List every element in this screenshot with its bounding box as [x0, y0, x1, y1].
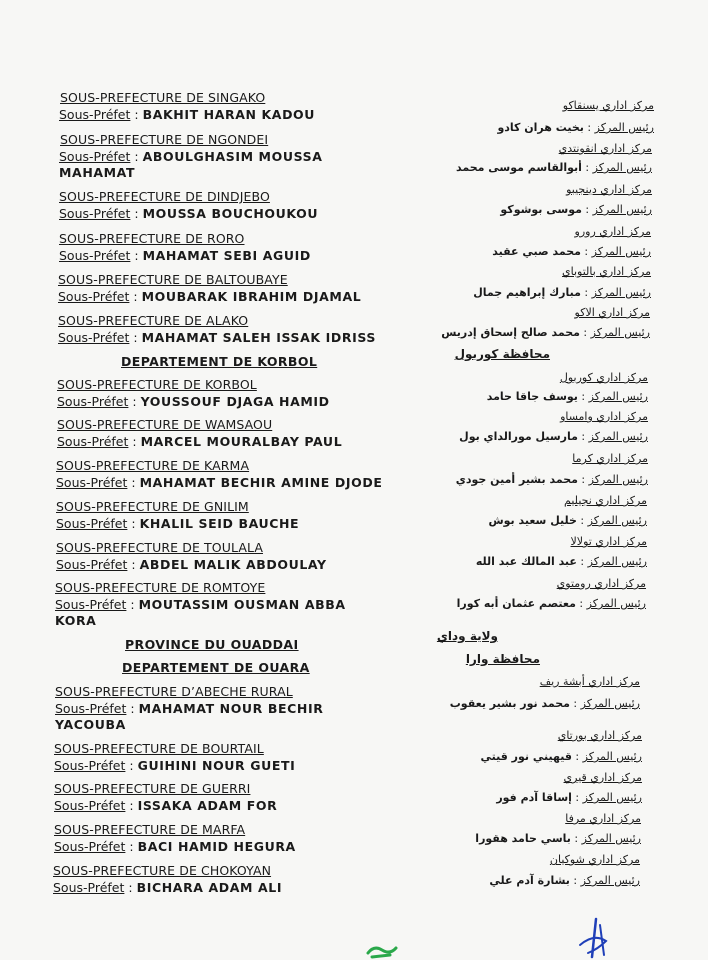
separator: :: [577, 390, 589, 403]
entry-line: [54, 839, 296, 854]
entry-label: Sous-Préfet: [54, 839, 126, 854]
entry-title: مركز اداري وامساو: [560, 410, 648, 423]
entry-name: قيهيني نور قيتي: [480, 750, 572, 763]
entry-name: MOUSSA BOUCHOUKOU: [142, 206, 319, 221]
entry-title: SOUS-PREFECTURE DE KORBOL: [57, 377, 257, 392]
entry-name: باسي حامد هقورا: [475, 832, 571, 845]
entry-label: رئيس المركز: [588, 390, 648, 403]
entry-title: SOUS-PREFECTURE DE RORO: [59, 231, 245, 246]
entry-label: رئيس المركز: [587, 514, 647, 527]
entry-name: BICHARA ADAM ALI: [136, 880, 283, 895]
entry-label: رئيس المركز: [592, 161, 652, 174]
entry-label: Sous-Préfet: [59, 248, 131, 263]
entry-name: محمد بشير أمين جودي: [455, 473, 578, 486]
entry-name: BACI HAMID HEGURA: [137, 839, 296, 854]
entry-label: Sous-Préfet: [57, 434, 129, 449]
entry-label: رئيس المركز: [591, 286, 651, 299]
entry-line: [450, 697, 640, 711]
entry-name: MAHAMAT NOUR BECHIR: [138, 701, 324, 716]
entry-line: [492, 245, 651, 259]
separator: :: [125, 758, 138, 773]
entry-label: رئيس المركز: [580, 697, 640, 710]
entry-name: MAHAMAT SEBI AGUID: [142, 248, 311, 263]
entry-name-cont: KORA: [55, 613, 97, 628]
entry-label: رئيس المركز: [590, 326, 650, 339]
entry-label: رئيس المركز: [582, 750, 642, 763]
entry-title: SOUS-PREFECTURE DE ALAKO: [58, 313, 249, 328]
entry-line: [496, 791, 642, 805]
separator: :: [127, 557, 140, 572]
entry-name: مارسيل مورالداي بول: [459, 430, 578, 443]
separator: :: [126, 701, 139, 716]
separator: :: [129, 330, 142, 345]
entry-label: Sous-Préfet: [56, 516, 128, 531]
entry-name: خليل سعيد بوش: [488, 514, 577, 527]
entry-line: [54, 758, 295, 773]
entry-line: [56, 475, 382, 490]
entry-line: [456, 473, 648, 487]
entry-label: Sous-Préfet: [57, 394, 129, 409]
entry-line: [441, 326, 650, 340]
separator: :: [129, 289, 142, 304]
entry-line: [59, 206, 318, 221]
entry-title: مركز اداري كوربول: [559, 371, 648, 384]
entry-label: Sous-Préfet: [54, 798, 126, 813]
entry-label: رئيس المركز: [582, 791, 642, 804]
separator: :: [130, 107, 143, 122]
separator: :: [127, 475, 140, 490]
department-heading: DEPARTEMENT DE OUARA: [122, 660, 310, 675]
separator: :: [580, 286, 592, 299]
separator: :: [577, 473, 589, 486]
signature-mark-icon: [570, 915, 620, 960]
entry-name: محمد صالح إسحاق إدريس: [441, 326, 580, 339]
entry-title: SOUS-PREFECTURE DE GUERRI: [54, 781, 251, 796]
entry-title: SOUS-PREFECTURE DE TOULALA: [56, 540, 263, 555]
entry-title: مركز اداري بالتوباي: [562, 265, 651, 278]
entry-name: أبوالقاسم موسى محمد: [455, 161, 582, 174]
entry-line: [457, 597, 646, 611]
entry-label: رئيس المركز: [588, 473, 648, 486]
entry-name: YOUSSOUF DJAGA HAMID: [140, 394, 330, 409]
entry-name: مبارك إبراهيم جمال: [473, 286, 581, 299]
separator: :: [581, 161, 593, 174]
entry-title: SOUS-PREFECTURE DE KARMA: [56, 458, 250, 473]
entry-title: مركز اداري قيري: [563, 771, 642, 784]
entry-line: [487, 390, 648, 404]
entry-name: MARCEL MOURALBAY PAUL: [140, 434, 343, 449]
entry-name: MAHAMAT SALEH ISSAK IDRISS: [141, 330, 376, 345]
entry-name: معتصم عثمان أبه كورا: [456, 597, 576, 610]
entry-name: BAKHIT HARAN KADOU: [142, 107, 316, 122]
entry-title: مركز اداري بورتاي: [557, 729, 642, 742]
entry-name-cont: MAHAMAT: [59, 165, 136, 180]
entry-name: MOUBARAK IBRAHIM DJAMAL: [141, 289, 362, 304]
entry-name: بخيت هران كادو: [497, 121, 584, 134]
department-heading: محافظة وارا: [465, 652, 540, 666]
entry-label: رئيس المركز: [581, 832, 641, 845]
separator: :: [576, 514, 588, 527]
entry-title: مركز اداري دينجيبو: [566, 183, 652, 196]
entry-name: MOUTASSIM OUSMAN ABBA: [138, 597, 346, 612]
entry-label: Sous-Préfet: [58, 330, 130, 345]
separator: :: [579, 326, 591, 339]
entry-title: SOUS-PREFECTURE DE BALTOUBAYE: [58, 272, 288, 287]
entry-title: مركز اداري رومتوي: [556, 577, 646, 590]
entry-label: Sous-Préfet: [59, 206, 131, 221]
separator: :: [130, 206, 143, 221]
entry-line: [53, 880, 282, 895]
separator: :: [576, 555, 588, 568]
separator: :: [127, 516, 140, 531]
entry-line: [473, 286, 651, 300]
entry-title: مركز اداري الاكو: [574, 306, 650, 319]
separator: :: [125, 839, 138, 854]
entry-line: [459, 430, 648, 444]
separator: :: [571, 791, 583, 804]
entry-line: [476, 555, 647, 569]
entry-title: SOUS-PREFECTURE DE GNILIM: [56, 499, 249, 514]
entry-line: [59, 107, 315, 122]
entry-label: Sous-Préfet: [53, 880, 125, 895]
separator: :: [569, 697, 581, 710]
entry-name: ABOULGHASIM MOUSSA: [142, 149, 323, 164]
entry-line: [56, 557, 327, 572]
separator: :: [128, 434, 141, 449]
entry-label: Sous-Préfet: [55, 597, 127, 612]
entry-name-cont: YACOUBA: [55, 717, 126, 732]
entry-line: [481, 750, 642, 764]
entry-label: رئيس المركز: [586, 597, 646, 610]
entry-label: Sous-Préfet: [59, 107, 131, 122]
entry-title: SOUS-PREFECTURE DE DINDJEBO: [59, 189, 270, 204]
separator: :: [125, 798, 138, 813]
entry-name: يوسف جاقا حامد: [486, 390, 578, 403]
entry-line: [55, 597, 346, 612]
separator: :: [126, 597, 139, 612]
entry-title: SOUS-PREFECTURE DE MARFA: [54, 822, 246, 837]
department-heading: محافظة كوربول: [454, 347, 550, 361]
entry-label: رئيس المركز: [580, 874, 640, 887]
separator: :: [570, 832, 582, 845]
entry-title: SOUS-PREFECTURE DE NGONDEI: [60, 132, 269, 147]
department-heading: DEPARTEMENT DE KORBOL: [121, 354, 318, 369]
entry-title: SOUS-PREFECTURE DE BOURTAIL: [54, 741, 264, 756]
entry-line: [57, 434, 342, 449]
separator: :: [130, 149, 143, 164]
entry-title: مركز اداري تولالا: [570, 535, 647, 548]
entry-title: SOUS-PREFECTURE D’ABECHE RURAL: [55, 684, 293, 699]
entry-label: Sous-Préfet: [54, 758, 126, 773]
entry-line: [58, 330, 376, 345]
entry-title: مركز اداري رورو: [574, 225, 651, 238]
province-heading: ولاية وداي: [436, 629, 498, 643]
entry-name: إساقا آدم فور: [496, 791, 572, 804]
entry-title: مركز اداري انقونتدي: [558, 142, 652, 155]
entry-title: مركز اداري نجيليم: [564, 494, 647, 507]
entry-label: Sous-Préfet: [55, 701, 127, 716]
entry-label: رئيس المركز: [594, 121, 654, 134]
entry-label: رئيس المركز: [591, 245, 651, 258]
entry-name: محمد صبي عقيد: [492, 245, 581, 258]
entry-line: [456, 161, 652, 175]
entry-label: Sous-Préfet: [56, 557, 128, 572]
entry-title: مركز اداري مرفا: [565, 812, 641, 825]
entry-label: رئيس المركز: [587, 555, 647, 568]
entry-name: عبد المالك عبد الله: [475, 555, 577, 568]
entry-line: [59, 149, 323, 164]
separator: :: [571, 750, 583, 763]
entry-line: [475, 832, 641, 846]
entry-title: SOUS-PREFECTURE DE CHOKOYAN: [53, 863, 272, 878]
separator: :: [580, 245, 592, 258]
entry-line: [488, 514, 647, 528]
entry-line: [54, 798, 277, 813]
entry-name: ABDEL MALIK ABDOULAY: [139, 557, 327, 572]
separator: :: [577, 430, 589, 443]
entry-label: Sous-Préfet: [56, 475, 128, 490]
entry-label: Sous-Préfet: [59, 149, 131, 164]
entry-line: [58, 289, 361, 304]
entry-line: [497, 121, 654, 135]
entry-name: بشارة آدم علي: [489, 874, 570, 887]
entry-line: [57, 394, 330, 409]
separator: :: [124, 880, 137, 895]
entry-label: رئيس المركز: [592, 203, 652, 216]
entry-title: SOUS-PREFECTURE DE ROMTOYE: [55, 580, 266, 595]
entry-label: Sous-Préfet: [58, 289, 130, 304]
arabic-column: [380, 0, 698, 960]
entry-name: ISSAKA ADAM FOR: [137, 798, 278, 813]
separator: :: [569, 874, 581, 887]
entry-name: MAHAMAT BECHIR AMINE DJODE: [139, 475, 383, 490]
separator: :: [583, 121, 595, 134]
stamp-mark-icon: [360, 935, 410, 960]
entry-label: رئيس المركز: [588, 430, 648, 443]
entry-name: موسى بوشوكو: [500, 203, 582, 216]
entry-name: GUIHINI NOUR GUETI: [137, 758, 296, 773]
entry-line: [56, 516, 299, 531]
entry-line: [489, 874, 640, 888]
separator: :: [575, 597, 587, 610]
entry-title: مركز اداري أبشة ريف: [539, 675, 640, 688]
entry-title: SOUS-PREFECTURE DE WAMSAOU: [57, 417, 273, 432]
separator: :: [581, 203, 593, 216]
entry-line: [59, 248, 311, 263]
province-heading: PROVINCE DU OUADDAI: [125, 637, 299, 652]
separator: :: [130, 248, 143, 263]
entry-title: مركز اداري يسنقاكو: [562, 99, 654, 112]
entry-title: SOUS-PREFECTURE DE SINGAKO: [60, 90, 266, 105]
entry-line: [55, 701, 323, 716]
entry-title: مركز اداري كرما: [572, 452, 648, 465]
separator: :: [128, 394, 141, 409]
entry-name: KHALIL SEID BAUCHE: [139, 516, 300, 531]
entry-title: مركز اداري شوكيان: [549, 853, 640, 866]
entry-line: [500, 203, 652, 217]
entry-name: محمد نور بشير يعقوب: [449, 697, 570, 710]
